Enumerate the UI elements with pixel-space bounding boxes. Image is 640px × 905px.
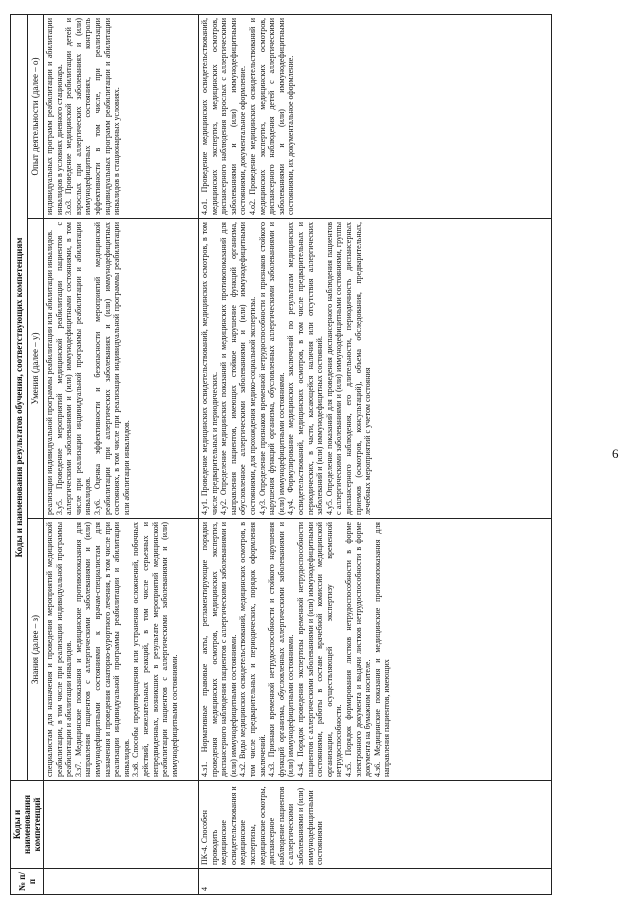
header-experience: Опыт деятельности (далее – о) (27, 15, 44, 219)
rotated-page-content (10, 15, 595, 895)
list-item: 3.з7. Медицинские показания и медицинские противопоказания для направления пациентов с аллергическими заболеваниями и (или) иммунодефицитными состояниями к врачам-специалистам для назначения и проведения санаторно-курортного лечения, в том числе при реализации индивидуальной программы реабилитации и абилитации инвалидов. (73, 522, 131, 777)
list-item: 3.о3. Проведение медицинской реабилитации детей и взрослых при аллергических заболеваниях и (или) иммунодефицитных состояниях, контроль эффективности в том числе, при реализации индивидуальных программ реабилитации и абилитации инвалидов в стационарных условиях. (64, 18, 122, 215)
row-num (44, 869, 199, 895)
row-skills (199, 219, 552, 519)
table-row (199, 15, 552, 895)
list-item: 4.з5. Порядок формирования листков нетрудоспособности в форме электронного документа и выдачи листков нетрудоспособности в форме документа на бумажном носителе. (343, 522, 373, 777)
header-skills: Умения (далее – у) (27, 219, 44, 519)
row-competency (44, 781, 199, 869)
row-competency: ПК-4. Способен проводить медицинские освидетельствования и медицинские экспертизы, медицинские осмотры, диспансерное наблюдение пациентов с аллергическими заболеваниями и (или) иммунодефицитными состояниями (199, 781, 552, 869)
list-item: 4.о1. Проведение медицинских освидетельствований, медицинских экспертиз, медицинских осмотров, диспансерного наблюдения взрослых с аллергическими заболеваниями и (или) иммунодефицитными состояниями, документальное оформление. (200, 18, 248, 215)
list-item: 4.о2. Проведение медицинских освидетельствований и медицинских экспертиз, медицинских осмотров, диспансерного наблюдения детей с аллергическими заболеваниями и (или) иммунодефицитными состояниями, их документальное оформление. (247, 18, 296, 215)
table-subheader-row (27, 15, 44, 895)
competency-table (10, 14, 552, 895)
header-results-group: Коды и наименования результатов обучения, соответствующих компетенциям (11, 15, 28, 781)
list-item: 4.у2. Определение медицинских показаний и медицинских противопоказаний для направления пациентов, имеющих стойкое нарушение функций организма, обусловленное аллергическими заболеваниями и (или) иммунодефицитными состояниями, для прохождения медико-социальной экспертизы. (219, 222, 257, 515)
list-item: специалистам для назначения и проведения мероприятий медицинской реабилитации, в том числе при реализации индивидуальной программы реабилитации и абилитации инвалидов. (45, 522, 74, 777)
row-knowledge (199, 519, 552, 781)
list-item: 4.у4. Формулирование медицинских заключений по результатам медицинских освидетельствований, медицинских осмотров, в том числе предварительных и периодических, в части, касающейся наличия или отсутствия аллергических заболеваний и (или) иммунодефицитных состояний. (286, 222, 325, 515)
list-item: 3.з8. Способы предотвращения или устранения осложнений, побочных действий, нежелательных реакций, в том числе серьезных и непредвиденных, возникших в результате мероприятий медицинской реабилитации пациентов с аллергическими заболеваниями и (или) иммунодефицитными состояниями. (131, 522, 179, 777)
row-experience (44, 15, 199, 219)
row-skills (44, 219, 199, 519)
header-competency: Коды и наименования компетенций (11, 781, 44, 869)
list-item: 4.з1. Нормативные правовые акты, регламентирующие порядки проведения медицинских осмотров, медицинских экспертиз, диспансерного наблюдения пациентов с аллергическими заболеваниями и (или) иммунодефицитными состояниями. (200, 522, 238, 777)
list-item: 4.у5. Определение показаний для проведения диспансерного наблюдения пациентов с аллергическими заболеваниями и (или) иммунодефицитными состояниями, группы диспансерного наблюдения, его длительности, периодичность диспансерных приемов (осмотров, консультаций), объема обследования, предварительных, лечебных мероприятий с учетом состояния (324, 222, 373, 515)
list-item: 4.з2. Виды медицинских освидетельствований, медицинских осмотров, в том числе предварительных и периодических, порядок оформления заключений. (238, 522, 267, 777)
list-item: индивидуальных программ реабилитации и абилитации инвалидов в условиях дневного стационара. (45, 18, 64, 215)
list-item: 3.у5. Проведение мероприятий медицинской реабилитации пациентов с аллергическими заболеваниями и (или) иммунодефицитными состояниями, в том числе при реализации индивидуальной программы реабилитации и абилитации инвалидов. (54, 222, 93, 515)
table-header-row (11, 15, 28, 895)
list-item: 4.з3. Признаки временной нетрудоспособности и стойкого нарушения функций организма, обусловленных аллергическими заболеваниями и (или) иммунодефицитными состояниями. (267, 522, 296, 777)
list-item: 3.у6. Оценка эффективности и безопасности мероприятий медицинской реабилитации при аллергических заболеваниях и (или) иммунодефицитных состояниях, в том числе при реализации индивидуальной программы реабилитации или абилитации инвалидов. (92, 222, 131, 515)
table-row (44, 15, 199, 895)
row-num: 4 (199, 869, 552, 895)
page-number: 6 (612, 446, 619, 461)
header-knowledge: Знания (далее – з) (27, 519, 44, 781)
list-item: реализации индивидуальной программы реабилитации или абилитации инвалидов. (45, 230, 54, 515)
list-item: 4.з6. Медицинские показания и медицинские противопоказания для направления пациентов, имеющих (372, 522, 392, 777)
row-experience (199, 15, 552, 219)
list-item: 4.з4. Порядок проведения экспертизы временной нетрудоспособности пациентов с аллергическими заболеваниями и (или) иммунодефицитными состояниями, работы в составе врачебной комиссии медицинской организации, осуществляющей экспертизу временной нетрудоспособности. (295, 522, 344, 777)
header-num: № п/п (11, 869, 44, 895)
list-item: 4.у1. Проведение медицинских освидетельствований, медицинских осмотров, в том числе предварительных и периодических. (200, 222, 219, 515)
list-item: 4.у3. Определение признаков временной нетрудоспособности и признаков стойкого нарушения функций организма, обусловленных аллергическими заболеваниями и (или) иммунодефицитными состояниями. (257, 222, 286, 515)
row-knowledge (44, 519, 199, 781)
